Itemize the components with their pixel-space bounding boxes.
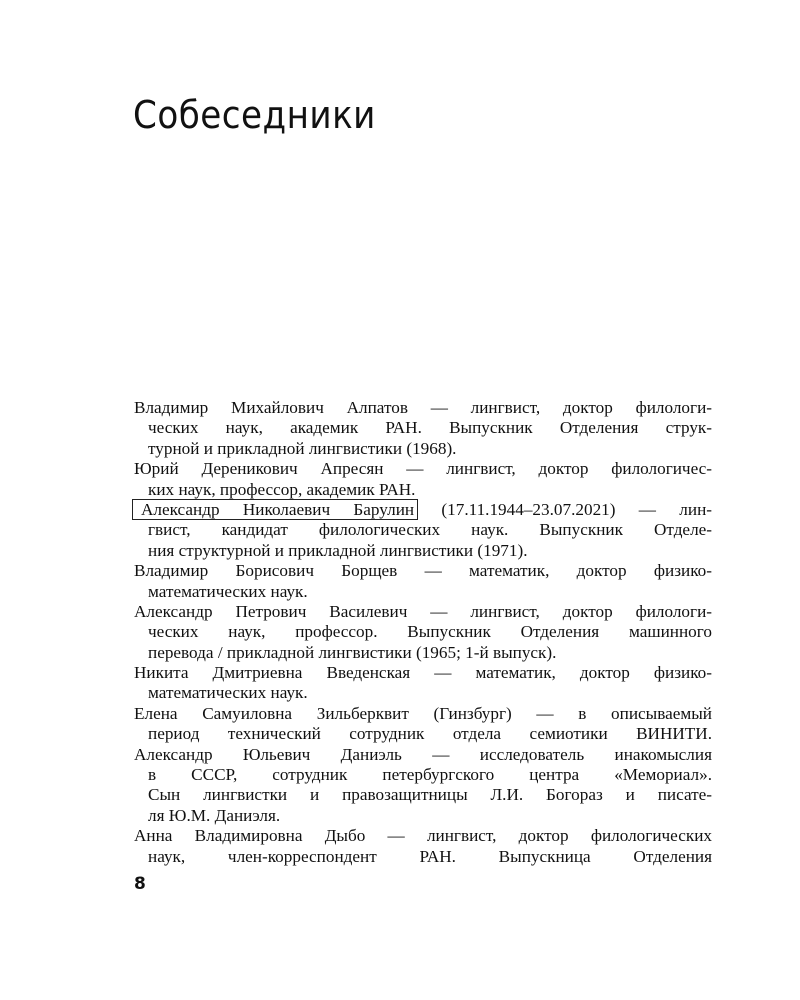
entry-barulin (134, 500, 712, 561)
page-number: 8 (134, 874, 146, 894)
entry-line: Елена Самуиловна Зильберквит (Гинзбург) — в описываемый (134, 703, 712, 723)
entry-apresyan (134, 459, 712, 500)
entry-line: математических наук. (148, 683, 308, 703)
entry-line: Анна Владимировна Дыбо — лингвист, доктор филологических (134, 826, 712, 846)
entry-line: наук, член-корреспондент РАН. Выпускница Отделения (148, 846, 712, 866)
entry-alpatov (134, 398, 712, 459)
entry-line: ческих наук, академик РАН. Выпускник Отделения струк- (148, 418, 712, 438)
entry-line: Александр Юльевич Даниэль — исследователь инакомыслия (134, 744, 712, 764)
entry-line: турной и прикладной лингвистики (1968). (148, 438, 457, 458)
entry-line: Сын лингвистки и правозащитницы Л.И. Богораз и писате- (148, 785, 712, 805)
entry-line: ких наук, профессор, академик РАН. (148, 479, 416, 499)
highlighted-name-box: Александр Николаевич Барулин (132, 499, 418, 520)
entry-line: математических наук. (148, 581, 308, 601)
entry-line: гвист, кандидат филологических наук. Выпускник Отделе- (148, 520, 712, 540)
entry-dybo (134, 826, 712, 867)
entry-zilberkvit (134, 704, 712, 745)
entry-line: перевода / прикладной лингвистики (1965; 1-й выпуск). (148, 642, 557, 662)
entry-line: ческих наук, профессор. Выпускник Отделения машинного (148, 622, 712, 642)
entry-line: Александр Петрович Василевич — лингвист, доктор филологи- (134, 601, 712, 621)
entry-line: период технический сотрудник отдела семиотики ВИНИТИ. (148, 724, 712, 744)
entry-line: ния структурной и прикладной лингвистики (1971). (148, 540, 528, 560)
entry-daniel (134, 745, 712, 827)
entry-vasilevich (134, 602, 712, 663)
entries-list (134, 398, 712, 867)
entry-line: Владимир Борисович Борщев — математик, доктор физико- (134, 561, 712, 581)
entry-line: ля Ю.М. Даниэля. (148, 805, 281, 825)
entry-line: Владимир Михайлович Алпатов — лингвист, доктор филологи- (134, 398, 712, 417)
entry-vvedenskaya (134, 663, 712, 704)
entry-line (134, 500, 712, 520)
page-title: Собеседники (133, 93, 376, 137)
entry-line: Юрий Дереникович Апресян — лингвист, доктор филологичес- (134, 459, 712, 479)
entry-borshchev (134, 561, 712, 602)
entry-line: в СССР, сотрудник петербургского центра «Мемориал». (148, 765, 712, 785)
entry-line: Никита Дмитриевна Введенская — математик, доктор физико- (134, 663, 712, 683)
entry-line-rest: (17.11.1944–23.07.2021) — лин- (441, 499, 712, 519)
